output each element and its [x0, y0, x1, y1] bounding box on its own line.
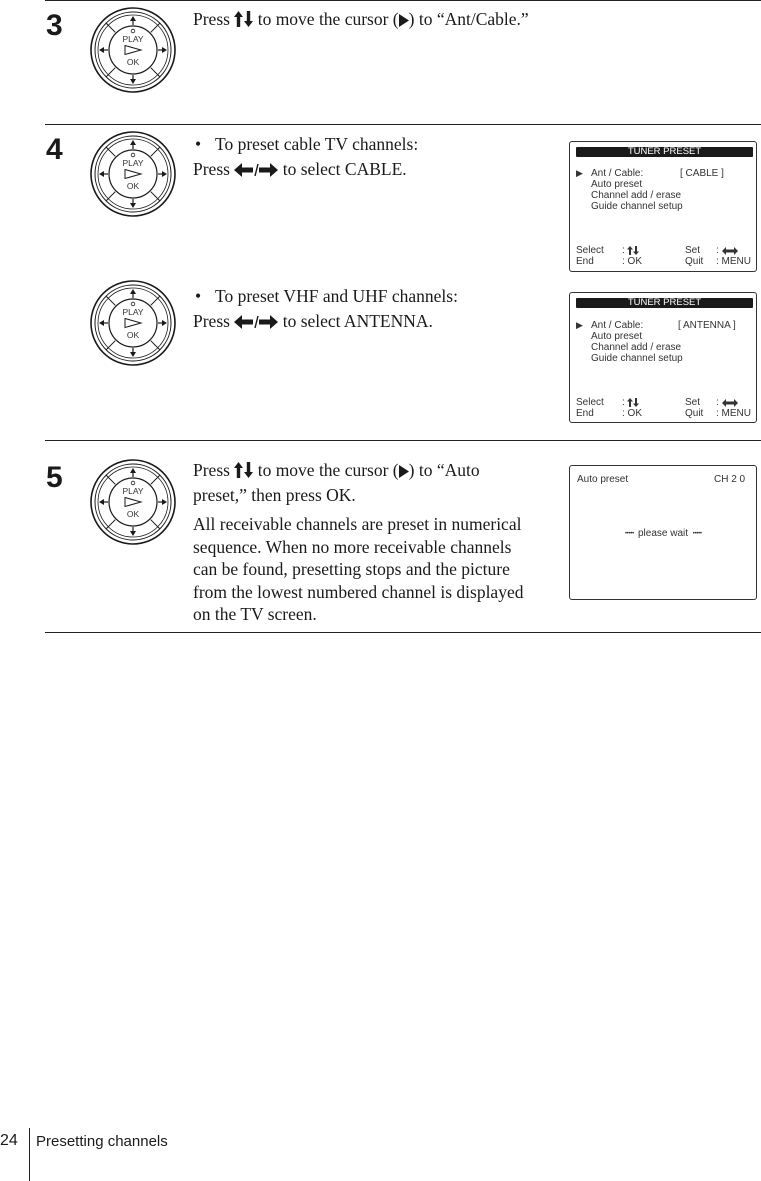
menu-value: [ CABLE ] [680, 168, 724, 179]
progress-message [570, 528, 756, 540]
step-number: 3 [46, 9, 63, 42]
footer-label: : [716, 397, 719, 408]
svg-text:PLAY: PLAY [122, 158, 144, 168]
section-divider [45, 124, 761, 125]
step-instruction: Press to move the cursor ( ) to “Auto preset,” then press OK. All receivable channels are preset in numerical sequence. When no more receivable channels can be found, presetting stops and the picture from the lowest numbered channel is displayed on the TV screen. [193, 459, 553, 626]
wait-text: please wait [637, 528, 689, 539]
up-down-arrow-icon [234, 461, 253, 484]
tv-screen-auto-preset [569, 465, 757, 600]
channel-readout: CH 2 0 [714, 474, 746, 485]
step-number: 4 [46, 133, 63, 166]
footer-divider [29, 1128, 30, 1181]
footer-label: Set [685, 245, 701, 256]
play-triangle-icon [399, 10, 409, 33]
menu-item: Guide channel setup [591, 353, 683, 364]
footer-label: : MENU [716, 256, 751, 267]
footer-label: Set [685, 397, 701, 408]
remote-control-dpad-icon [90, 131, 176, 217]
footer-label: : OK [622, 256, 643, 267]
footer-label: Select [576, 245, 604, 256]
remote-control-dpad-icon [90, 280, 176, 366]
section-title: Presetting channels [36, 1133, 168, 1150]
svg-text:PLAY: PLAY [122, 34, 144, 44]
footer-label: End [576, 408, 594, 419]
step-instruction-antenna: • To preset VHF and UHF channels: Press to select ANTENNA. [193, 285, 458, 334]
svg-text:PLAY: PLAY [122, 307, 144, 317]
step-note: All receivable channels are preset in numerical sequence. When no more receivable channels can be found, presetting stops and the picture from the lowest numbered channel is displayed on the TV screen. [193, 514, 524, 624]
progress-dots: • • • • • [625, 531, 634, 537]
section-divider [45, 440, 761, 441]
footer-label: : [622, 397, 625, 408]
footer-label: Select [576, 397, 604, 408]
screen-title: Auto preset [577, 474, 629, 485]
remote-control-dpad-icon [90, 7, 176, 93]
step-instruction-cable: • To preset cable TV channels: Press to select CABLE. [193, 133, 418, 182]
menu-value: [ ANTENNA ] [678, 320, 736, 331]
play-triangle-icon [399, 461, 409, 484]
footer-label: : [716, 245, 719, 256]
up-down-arrow-icon [234, 10, 253, 33]
tv-screen-tuner-preset-cable [569, 141, 757, 272]
footer-label: : OK [622, 408, 643, 419]
step-instruction: Press to move the cursor ( ) to “Ant/Cable.” [193, 8, 529, 33]
menu-item: Ant / Cable: [591, 168, 644, 179]
menu-item: Auto preset [591, 179, 643, 190]
menu-item: Channel add / erase [591, 190, 682, 201]
footer-label: : [622, 245, 625, 256]
tv-screen-tuner-preset-antenna [569, 292, 757, 423]
footer-label: End [576, 256, 594, 267]
left-right-arrow-icon [234, 312, 278, 335]
menu-cursor: ▶ [576, 168, 583, 178]
step-number: 5 [46, 461, 63, 494]
menu-cursor: ▶ [576, 320, 583, 330]
svg-text:OK: OK [126, 57, 140, 67]
menu-item: Channel add / erase [591, 342, 682, 353]
footer-label: Quit [685, 256, 704, 267]
svg-text:OK: OK [126, 181, 140, 191]
section-divider [45, 0, 761, 1]
screen-title: TUNER PRESET [576, 298, 753, 308]
svg-text:OK: OK [126, 509, 140, 519]
progress-dots: • • • • • [692, 531, 701, 537]
menu-item: Ant / Cable: [591, 320, 644, 331]
screen-title: TUNER PRESET [576, 147, 753, 157]
footer-label: Quit [685, 408, 704, 419]
remote-control-dpad-icon [90, 459, 176, 545]
left-right-arrow-icon [234, 160, 278, 183]
svg-text:OK: OK [126, 330, 140, 340]
menu-item: Guide channel setup [591, 201, 683, 212]
footer-label: : MENU [716, 408, 751, 419]
section-divider [45, 632, 761, 633]
svg-text:PLAY: PLAY [122, 486, 144, 496]
menu-item: Auto preset [591, 331, 643, 342]
page-number: 24 [0, 1132, 18, 1149]
